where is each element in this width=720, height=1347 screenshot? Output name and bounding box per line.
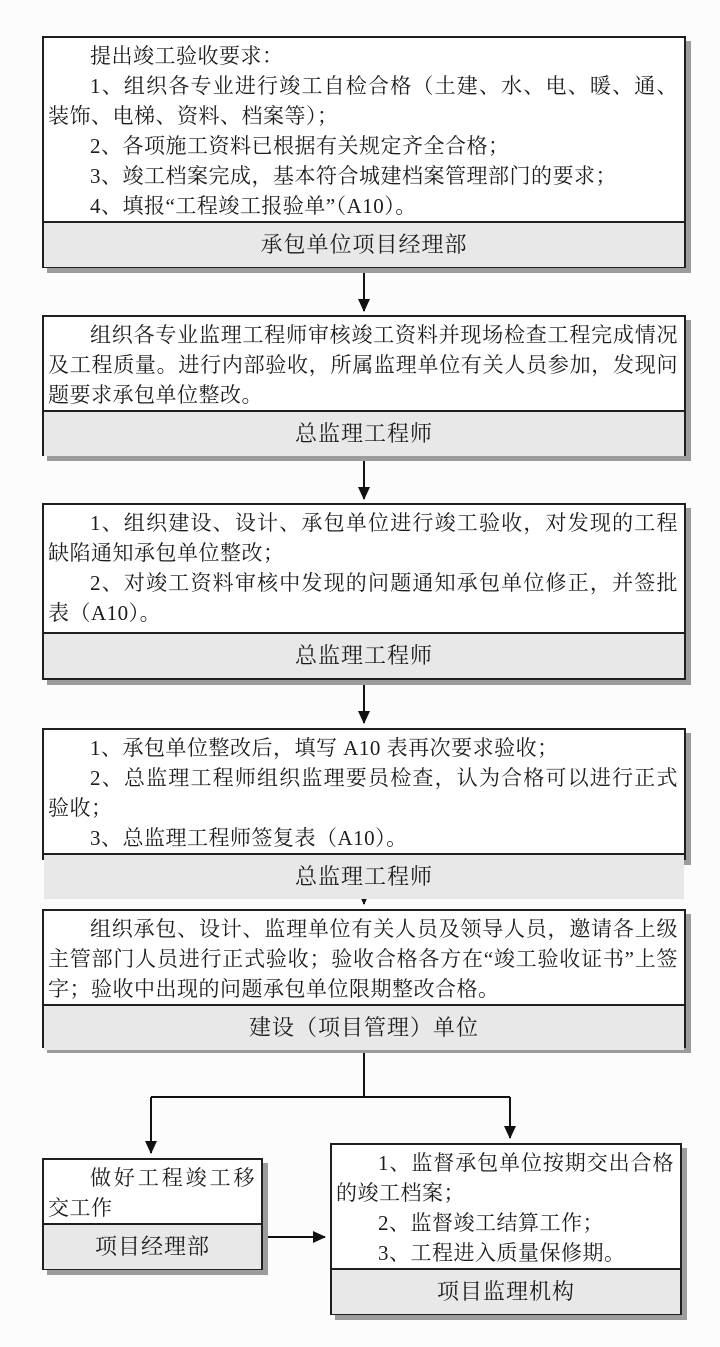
node-footer-role: 建设（项目管理）单位: [44, 1004, 684, 1050]
node-footer-role: 承包单位项目经理部: [44, 221, 684, 267]
flow-node-supervisor-internal-review: [42, 315, 686, 456]
node-body: [44, 38, 684, 221]
node-text-line: 2、各项施工资料已根据有关规定齐全合格；: [90, 134, 510, 158]
node-body: [332, 1145, 680, 1268]
flow-node-re-acceptance: [42, 728, 686, 889]
node-footer-role: 总监理工程师: [44, 410, 684, 456]
node-text-line: 4、填报“工程竣工报验单”（A10）。: [90, 194, 417, 218]
node-body: [44, 730, 684, 853]
node-text-line: 组织各专业监理工程师审核竣工资料并现场检查工程完成情况及工程质量。进行内部验收，所属监理单位有关人员参加，发现问题要求承包单位整改。: [48, 323, 678, 407]
node-text-line: 3、竣工档案完成，基本符合城建档案管理部门的要求；: [90, 164, 617, 188]
node-footer-role: 项目经理部: [44, 1223, 261, 1269]
node-text-line: 3、总监理工程师签复表（A10）。: [90, 826, 408, 850]
node-footer-role: 项目监理机构: [332, 1268, 680, 1314]
node-text-line: 1、监督承包单位按期交出合格的竣工档案；: [336, 1151, 674, 1205]
node-text-line: 1、组织建设、设计、承包单位进行竣工验收，对发现的工程缺陷通知承包单位整改；: [48, 511, 678, 565]
node-text-line: 组织承包、设计、监理单位有关人员及领导人员，邀请各上级主管部门人员进行正式验收；验收合格各方在“竣工验收证书”上签字；验收中出现的问题承包单位限期整改合格。: [48, 917, 678, 1001]
node-footer-role: 总监理工程师: [44, 632, 684, 678]
flow-node-formal-acceptance: [42, 909, 686, 1048]
node-footer-role: 总监理工程师: [44, 853, 684, 899]
flow-node-project-handover: [42, 1158, 263, 1270]
node-text-line: 1、组织各专业进行竣工自检合格（土建、水、电、暖、通、装饰、电梯、资料、档案等）；: [48, 74, 678, 128]
node-text-line: 2、监督竣工结算工作；: [378, 1211, 604, 1235]
node-text-line: 1、承包单位整改后，填写 A10 表再次要求验收；: [90, 736, 559, 760]
node-text-line: 3、工程进入质量保修期。: [378, 1241, 626, 1265]
flow-node-preliminary-acceptance: [42, 503, 686, 680]
node-body: [44, 911, 684, 1004]
node-body: [44, 317, 684, 410]
node-body: [44, 505, 684, 632]
node-text-line: 2、对竣工资料审核中发现的问题通知承包单位修正，并签批表（A10）。: [48, 571, 678, 625]
flow-node-contractor-self-check: [42, 36, 686, 268]
node-text-line: 提出竣工验收要求：: [90, 44, 284, 68]
flow-node-post-acceptance-supervision: [330, 1143, 682, 1315]
node-text-line: 做好工程竣工移交工作: [48, 1166, 255, 1220]
node-body: [44, 1160, 261, 1223]
node-text-line: 2、总监理工程师组织监理要员检查，认为合格可以进行正式验收；: [48, 766, 678, 820]
